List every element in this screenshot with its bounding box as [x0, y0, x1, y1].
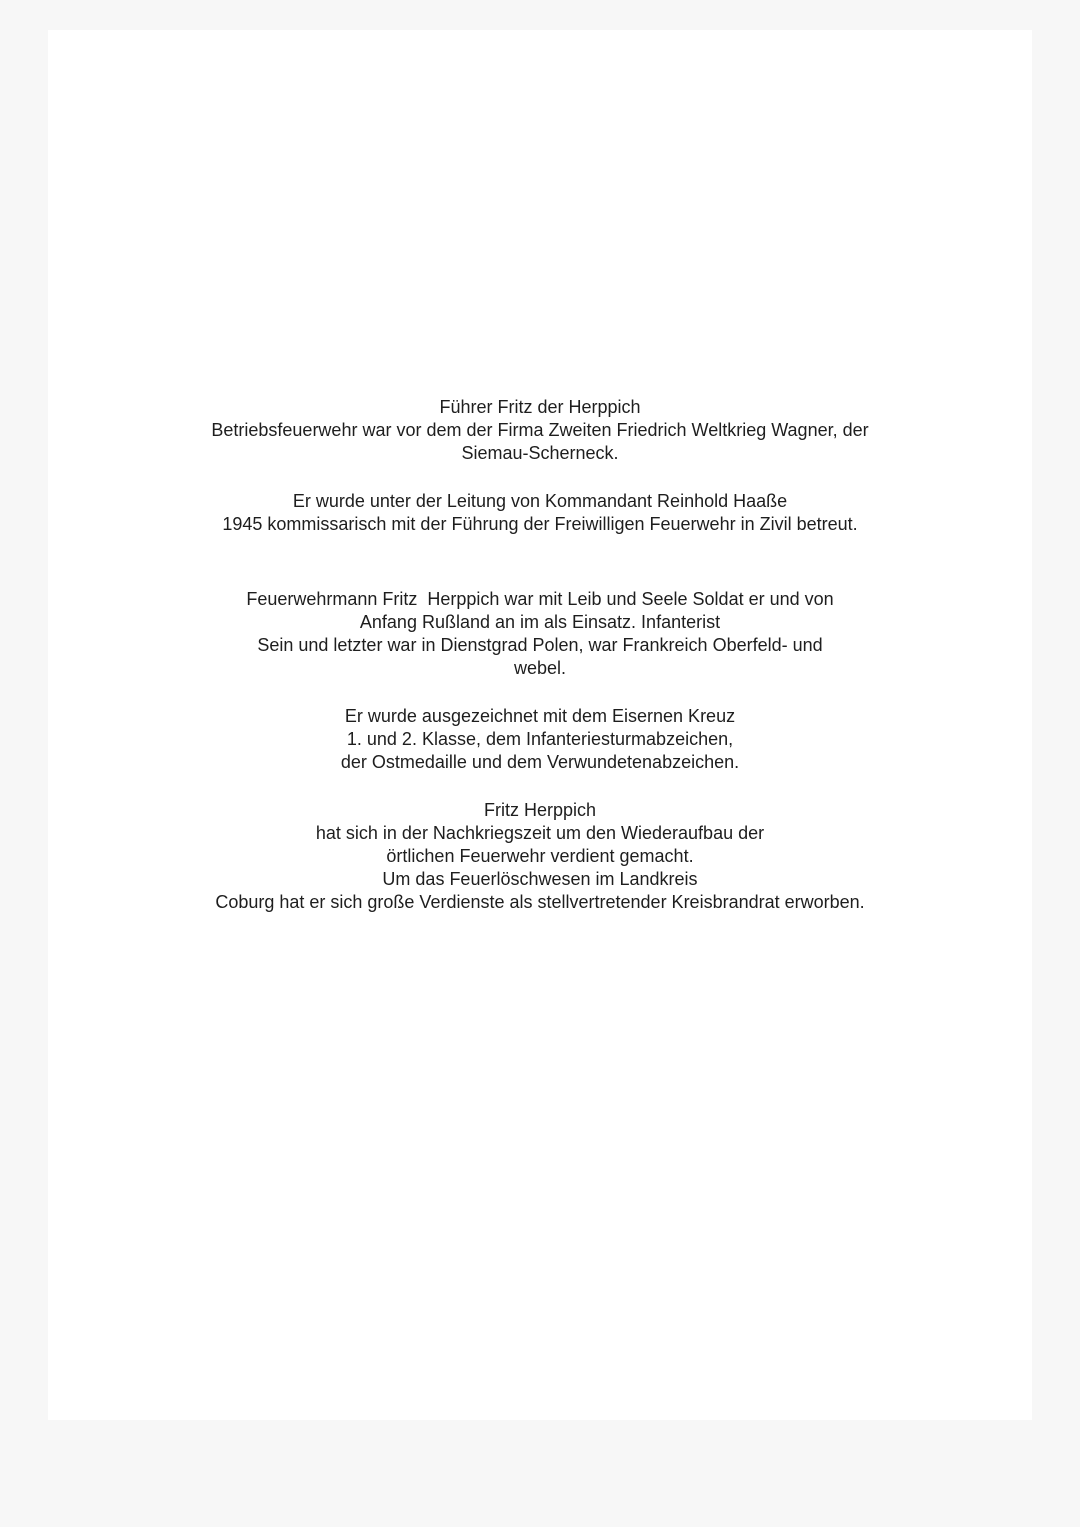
- text-line: webel.: [513, 658, 567, 678]
- text-line: Coburg hat er sich große Verdienste als stellvertretender Kreisbrandrat erworben.: [215, 892, 865, 912]
- text-line: örtlichen Feuerwehr verdient gemacht.: [386, 846, 694, 866]
- text-line: Feuerwehrmann Fritz Herppich war mit Leib und Seele Soldat er und von: [246, 589, 834, 609]
- paragraph-4: [48, 705, 1032, 774]
- text-line: Anfang Rußland an im als Einsatz. Infanterist: [359, 612, 721, 632]
- paragraph-1: [48, 396, 1032, 465]
- text-line: Fritz Herppich: [483, 800, 597, 820]
- text-line: Führer Fritz der Herppich: [439, 397, 641, 417]
- text-line: Betriebsfeuerwehr war vor dem der Firma Zweiten Friedrich Weltkrieg Wagner, der: [211, 420, 869, 440]
- text-line: der Ostmedaille und dem Verwundetenabzeichen.: [340, 752, 740, 772]
- text-line: 1945 kommissarisch mit der Führung der Freiwilligen Feuerwehr in Zivil betreut.: [222, 514, 858, 534]
- text-line: Sein und letzter war in Dienstgrad Polen, war Frankreich Oberfeld- und: [257, 635, 823, 655]
- text-line: Er wurde unter der Leitung von Kommandant Reinhold Haaße: [292, 491, 788, 511]
- text-line: 1. und 2. Klasse, dem Infanteriesturmabzeichen,: [346, 729, 734, 749]
- text-line: Siemau-Scherneck.: [461, 443, 619, 463]
- text-line: Um das Feuerlöschwesen im Landkreis: [382, 869, 698, 889]
- text-line: hat sich in der Nachkriegszeit um den Wiederaufbau der: [315, 823, 765, 843]
- paragraph-3: [48, 588, 1032, 680]
- text-line: Er wurde ausgezeichnet mit dem Eisernen Kreuz: [344, 706, 736, 726]
- paragraph-2: [48, 490, 1032, 536]
- paragraph-5: [48, 799, 1032, 914]
